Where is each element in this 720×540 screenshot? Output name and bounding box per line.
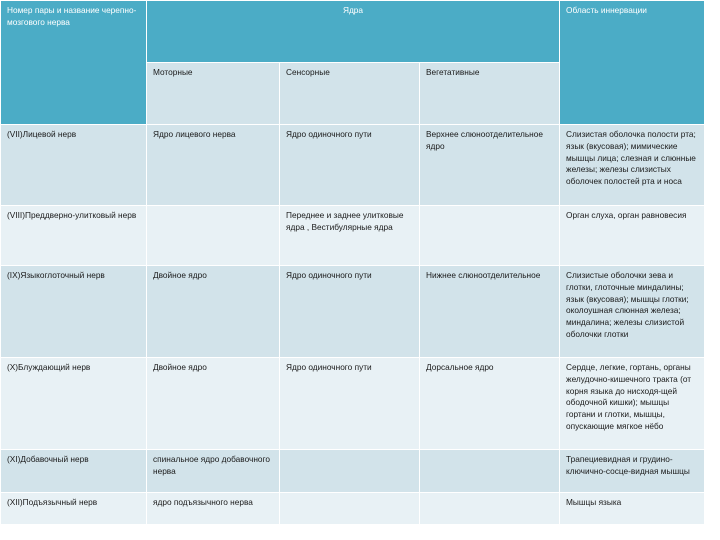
motor-cell: ядро подъязычного нерва <box>147 493 280 525</box>
table-row <box>1 266 705 358</box>
sensory-cell <box>280 450 420 493</box>
sensory-cell: Ядро одиночного пути <box>280 358 420 450</box>
header-nuclei: Ядра <box>147 1 560 63</box>
vegetative-cell: Верхнее слюноотделительное ядро <box>420 125 560 206</box>
table-row <box>1 125 705 206</box>
header-motor: Моторные <box>147 63 280 125</box>
table-row <box>1 358 705 450</box>
area-cell: Трапециевидная и грудино-ключично-сосце-видная мышцы <box>560 450 705 493</box>
sensory-cell: Ядро одиночного пути <box>280 266 420 358</box>
area-cell: Сердце, легкие, гортань, органы желудочно-кишечного тракта (от корня языка до нисходя-щей ободочной кишки); мышцы гортани и глотки, мышцы, опускающие мягкое нёбо <box>560 358 705 450</box>
header-sensory: Сенсорные <box>280 63 420 125</box>
area-cell: Слизистые оболочки зева и глотки, глоточные миндалины; язык (вкусовая); мышцы глотки; околоушная слюнная железа; миндалина; железы слизистой оболочки глотки <box>560 266 705 358</box>
area-cell: Орган слуха, орган равновесия <box>560 206 705 266</box>
vegetative-cell: Дорсальное ядро <box>420 358 560 450</box>
table-row <box>1 450 705 493</box>
sensory-cell: Переднее и заднее улитковые ядра , Вестибулярные ядра <box>280 206 420 266</box>
vegetative-cell <box>420 493 560 525</box>
header-vegetative: Вегетативные <box>420 63 560 125</box>
motor-cell: спинальное ядро добавочного нерва <box>147 450 280 493</box>
nerve-cell: (IX)Языкоглоточный нерв <box>1 266 147 358</box>
motor-cell: Двойное ядро <box>147 266 280 358</box>
vegetative-cell <box>420 450 560 493</box>
area-cell: Мышцы языка <box>560 493 705 525</box>
vegetative-cell: Нижнее слюноотделительное <box>420 266 560 358</box>
sensory-cell: Ядро одиночного пути <box>280 125 420 206</box>
nerve-cell: (XI)Добавочный нерв <box>1 450 147 493</box>
area-cell: Слизистая оболочка полости рта; язык (вкусовая); мимические мышцы лица; слезная и слюнные железы; железы слизистых оболочек полостей рта и носа <box>560 125 705 206</box>
table-row <box>1 493 705 525</box>
motor-cell: Ядро лицевого нерва <box>147 125 280 206</box>
motor-cell <box>147 206 280 266</box>
table-row <box>1 206 705 266</box>
header-innervation: Область иннервации <box>560 1 705 125</box>
header-nerve: Номер пары и название черепно-мозгового нерва <box>1 1 147 125</box>
nerve-cell: (VIII)Преддверно-улитковый нерв <box>1 206 147 266</box>
sensory-cell <box>280 493 420 525</box>
motor-cell: Двойное ядро <box>147 358 280 450</box>
nerve-cell: (VII)Лицевой нерв <box>1 125 147 206</box>
vegetative-cell <box>420 206 560 266</box>
nerve-cell: (XII)Подъязычный нерв <box>1 493 147 525</box>
nerve-cell: (X)Блуждающий нерв <box>1 358 147 450</box>
